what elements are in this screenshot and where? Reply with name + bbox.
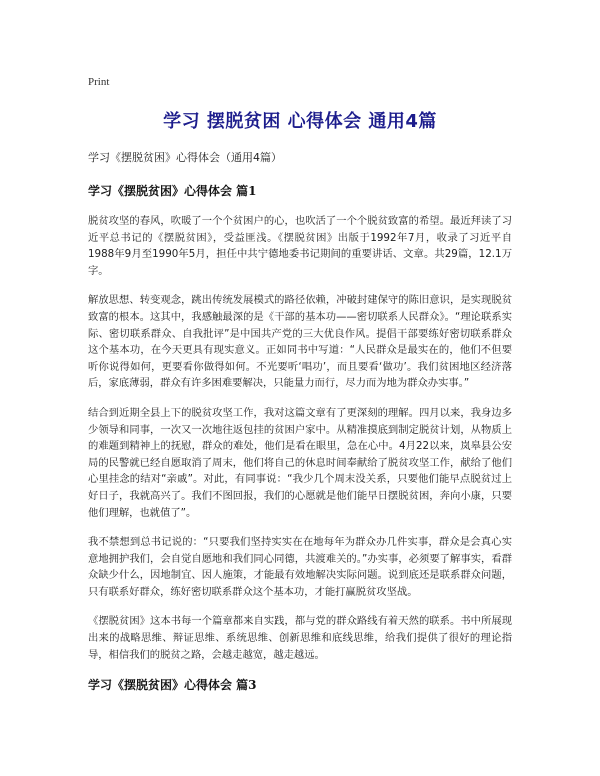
section-heading-1: 学习《摆脱贫困》心得体会 篇1 [88, 184, 257, 198]
paragraph: 解放思想、转变观念，跳出传统发展模式的路径依赖，冲破封建保守的陈旧意识，是实现脱贫致富的根本。这其中，我感触最深的是《干部的基本功——密切联系人民群众》。“理论联系实际、密切联系群众、自我批评”是中国共产党的三大优良作风。提倡干部要练好密切联系群众这个基本功，在今天更具有现实意义。正如同书中写道：“人民群众是最实在的，他们不但要听你说得如何，更要看你做得如何。不光要听‘唱功’，而且要看‘做功’。我们贫困地区经济落后，家底薄弱，群众有许多困难要解决，只能量力而行，尽力而为地为群众办实事。” [88, 294, 512, 390]
document-subtitle: 学习《摆脱贫困》心得体会（通用4篇） [88, 151, 282, 164]
section-heading-3: 学习《摆脱贫困》心得体会 篇3 [88, 678, 257, 693]
paragraph: 我不禁想到总书记说的：“只要我们坚持实实在在地每年为群众办几件实事，群众是会真心实意地拥护我们，会自觉自愿地和我们同心同德，共渡难关的。”办实事，必须要了解事实，看群众缺少什么，因地制宜、因人施策，才能最有效地解决实际问题。说到底还是联系群众问题，只有联系好群众，练好密切联系群众这个基本功，才能打赢脱贫攻坚战。 [88, 536, 512, 598]
page-title: 学习 摆脱贫困 心得体会 通用4篇 [163, 111, 437, 132]
print-link[interactable]: Print [88, 76, 110, 88]
paragraph: 脱贫攻坚的春风，吹暖了一个个贫困户的心，也吹活了一个个脱贫致富的希望。最近拜读了习近平总书记的《摆脱贫困》，受益匪浅。《摆脱贫困》出版于1992年7月，收录了习近平自1988年9月至1990年5月，担任中共宁德地委书记期间的重要讲话、文章。共29篇，12.1万字。 [88, 215, 512, 277]
paragraph: 《摆脱贫困》这本书每一个篇章都来自实践，都与党的群众路线有着天然的联系。书中所展现出来的战略思维、辩证思维、系统思维、创新思维和底线思维，给我们提供了很好的理论指导，相信我们的脱贫之路，会越走越宽，越走越远。 [88, 615, 512, 661]
paragraph: 结合到近期全县上下的脱贫攻坚工作，我对这篇文章有了更深刻的理解。四月以来，我身边多少领导和同事，一次又一次地往返包挂的贫困户家中。从精准摸底到制定脱贫计划，从物质上的难题到精神上的抚慰，群众的难处，他们是看在眼里，急在心中。4月22以来，岚皋县公安局的民警就已经自愿取消了周末，他们将自己的休息时间奉献给了脱贫攻坚工作，献给了他们心里挂念的结对“亲戚”。对此，有同事说：“我少几个周末没关系，只要他们能早点脱贫过上好日子，我就高兴了。我们不图回报，我们的心愿就是他们能早日摆脱贫困，奔向小康，只要他们理解，也就值了”。 [88, 406, 512, 519]
